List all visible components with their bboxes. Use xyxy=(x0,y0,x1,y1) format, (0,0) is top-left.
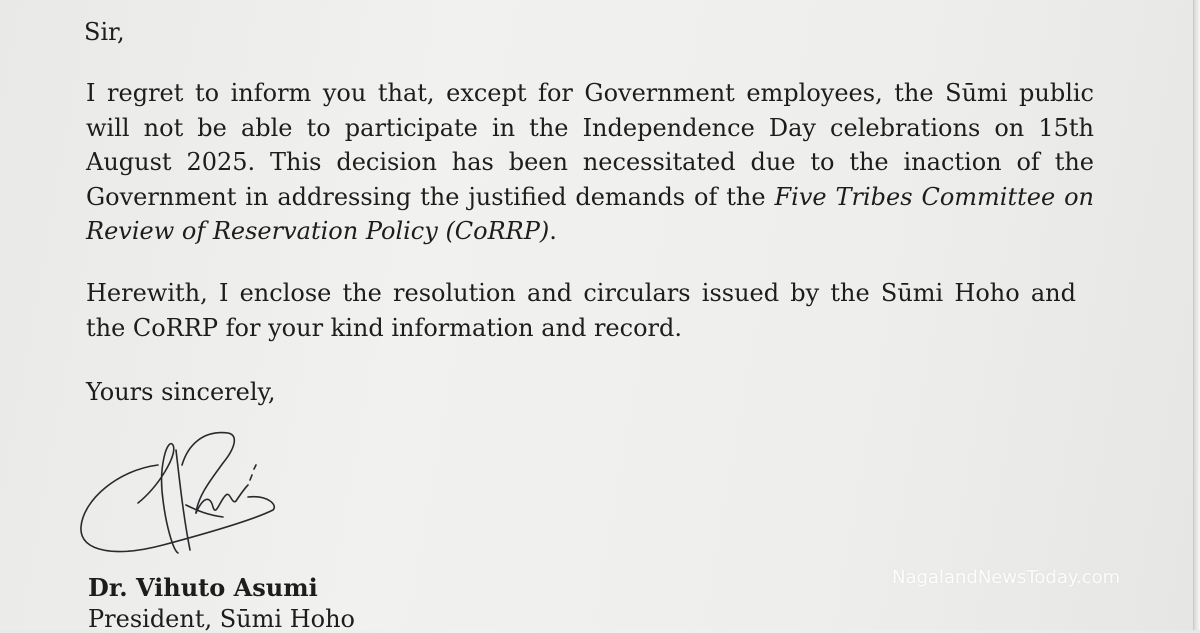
paragraph-1-text: I regret to inform you that, except for Government employees, the Sūmi public will not be able to participate in the Independence Day celebrations on 15th August 2025. This decision has been necessitated due to the inaction of the Government in addressing the justified demands of the xyxy=(86,79,1094,211)
handwritten-signature xyxy=(78,425,278,565)
signer-title: President, Sūmi Hoho xyxy=(88,605,355,633)
page-edge xyxy=(1193,0,1200,630)
paragraph-1 xyxy=(86,76,1094,249)
paragraph-2: Herewith, I enclose the resolution and circulars issued by the Sūmi Hoho and the CoRRP for your kind information and record. xyxy=(86,279,1076,342)
closing: Yours sincerely, xyxy=(86,378,276,406)
letter-body xyxy=(84,0,1096,633)
signer-name: Dr. Vihuto Asumi xyxy=(88,573,318,602)
watermark: NagalandNewsToday.com xyxy=(892,567,1121,588)
salutation: Sir, xyxy=(84,18,125,46)
paragraph-1-end: . xyxy=(549,217,557,245)
committee-name: Five Tribes Committee on Review of Reservation Policy (CoRRP) xyxy=(86,182,1095,245)
